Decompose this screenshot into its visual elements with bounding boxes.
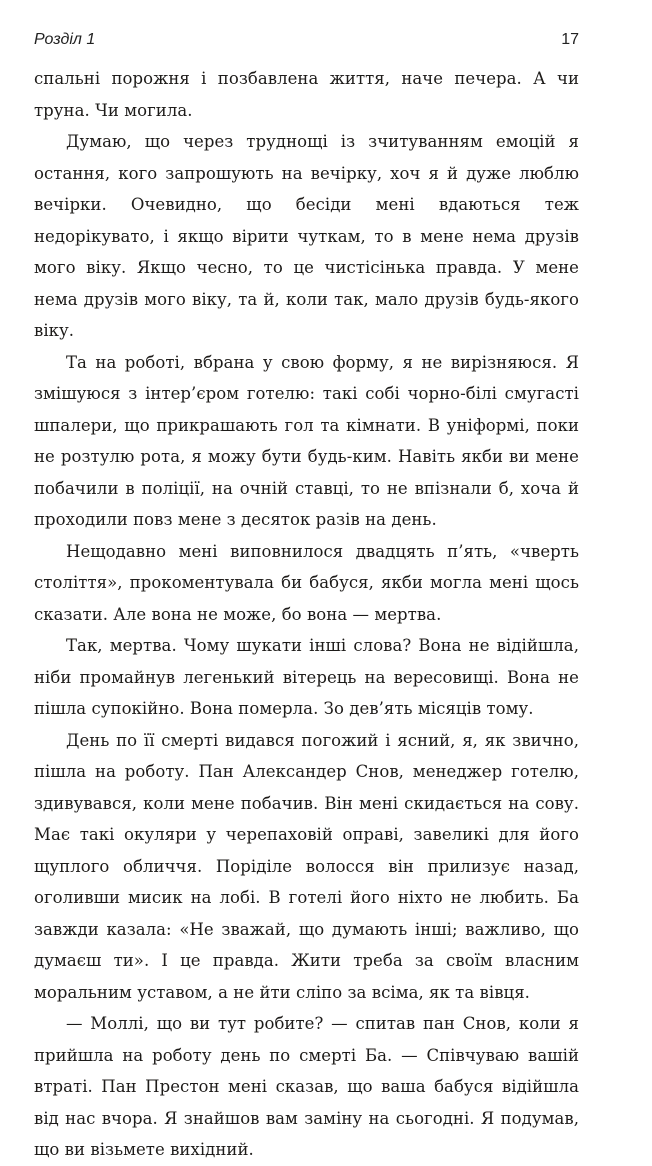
running-header [34,28,579,52]
chapter-title: Розділ 1 [34,31,96,48]
paragraph: Думаю, що через труднощі із зчитуванням емоцій я остання, кого запрошують на вечірку, хоч я й дуже люблю вечірки. Очевидно, що бесіди мені вдаються теж недорікувато, і якщо вірити чуткам, то в мене нема друзів мого віку. Якщо чесно, то це чистісінька правда. У мене нема друзів мого віку, та й, коли так, мало друзів будь-якого віку. [34,132,579,340]
paragraph: Та на роботі, вбрана у свою форму, я не вирізняюся. Я змішуюся з інтер’єром готелю: такі собі чорно-білі смугасті шпалери, що прикрашають гол та кімнати. В уніформі, поки не розтулю рота, я можу бути будь-ким. Навіть якби ви мене побачили в поліції, на очній ставці, то не впізнали б, хоча й проходили повз мене з десяток разів на день. [34,352,579,529]
paragraph: Нещодавно мені виповнилося двадцять п’ять, «чверть століття», прокоментувала би бабуся, якби могла мені щось сказати. Але вона не може, бо вона — мертва. [34,541,579,624]
page-number: 17 [561,31,579,48]
page-body [34,63,579,1166]
paragraph: спальні порожня і позбавлена життя, наче печера. А чи труна. Чи могила. [34,69,579,120]
paragraph: День по її смерті видався погожий і ясний, я, як звично, пішла на роботу. Пан Александер Снов, менеджер готелю, здивувався, коли мене побачив. Він мені скидається на сову. Має такі окуляри у черепаховій оправі, завеликі для його щуплого обличчя. Поріділе волосся він прилизує назад, оголивши мисик на лобі. В готелі його ніхто не любить. Ба завжди казала: «Не зважай, що думають інші; важливо, що думаєш ти». І це правда. Жити треба за своїм власним моральним уставом, а не йти сліпо за всіма, як та вівця. [34,730,579,1002]
paragraph: — Моллі, що ви тут робите? — спитав пан Снов, коли я прийшла на роботу день по смерті Ба. — Співчуваю вашій втраті. Пан Престон мені сказав, що ваша бабуся відійшла від нас вчора. Я знайшов вам заміну на сьогодні. Я подумав, що ви візьмете вихідний. [34,1014,579,1159]
paragraph: Так, мертва. Чому шукати інші слова? Вона не відійшла, ніби промайнув легенький вітерець на вересовищі. Вона не пішла супокійно. Вона померла. Зо дев’ять місяців тому. [34,636,579,718]
